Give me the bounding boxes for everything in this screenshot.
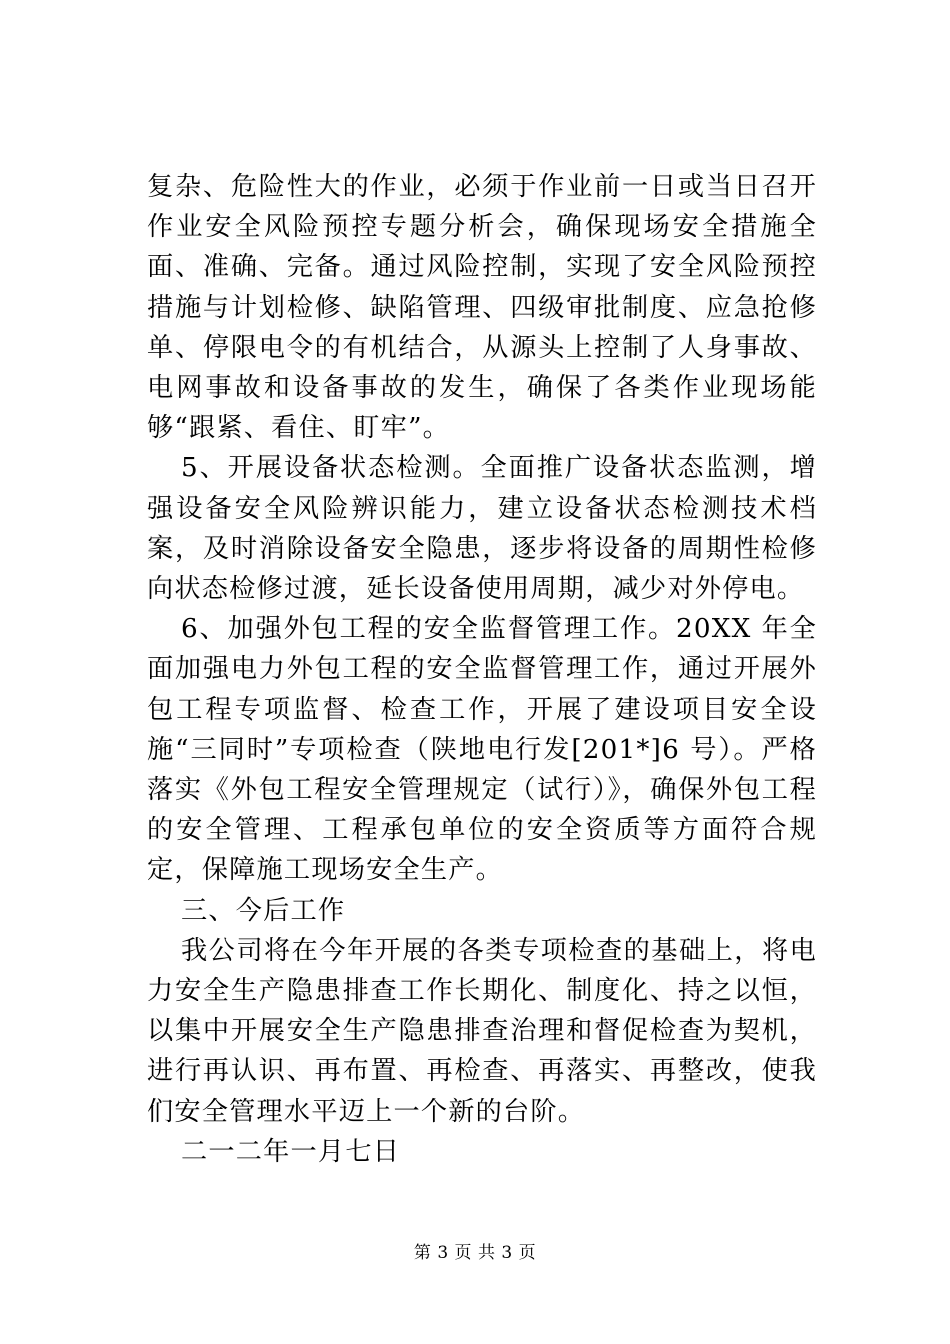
- page-number-footer: 第 3 页 共 3 页: [413, 1243, 537, 1263]
- paragraph-outsourced-projects: 6、加强外包工程的安全监督管理工作。20XX 年全面加强电力外包工程的安全监督管理工作，通过开展外包工程专项监督、检查工作，开展了建设项目安全设施“三同时”专项检查（陕地电行发[201*]6 号）。严格落实《外包工程安全管理规定（试行）》，确保外包工程的安全管理、工程承包单位的安全资质等方面符合规定，保障施工现场安全生产。: [147, 614, 817, 886]
- document-body: [147, 167, 817, 1172]
- document-date: 二一二年一月七日: [181, 1136, 401, 1167]
- paragraph-risk-control: 复杂、危险性大的作业，必须于作业前一日或当日召开作业安全风险预控专题分析会，确保现场安全措施全面、准确、完备。通过风险控制，实现了安全风险预控措施与计划检修、缺陷管理、四级审批制度、应急抢修单、停限电令的有机结合，从源头上控制了人身事故、电网事故和设备事故的发生，确保了各类作业现场能够“跟紧、看住、盯牢”。: [147, 172, 817, 444]
- paragraph-future-work: 我公司将在今年开展的各类专项检查的基础上，将电力安全生产隐患排查工作长期化、制度化、持之以恒，以集中开展安全生产隐患排查治理和督促检查为契机，进行再认识、再布置、再检查、再落实、再整改，使我们安全管理水平迈上一个新的台阶。: [147, 935, 817, 1127]
- paragraph-equipment-status: 5、开展设备状态检测。全面推广设备状态监测，增强设备安全风险辨识能力，建立设备状态检测技术档案，及时消除设备安全隐患，逐步将设备的周期性检修向状态检修过渡，延长设备使用周期，减少对外停电。: [147, 453, 817, 605]
- section-heading-future-work: 三、今后工作: [181, 895, 346, 926]
